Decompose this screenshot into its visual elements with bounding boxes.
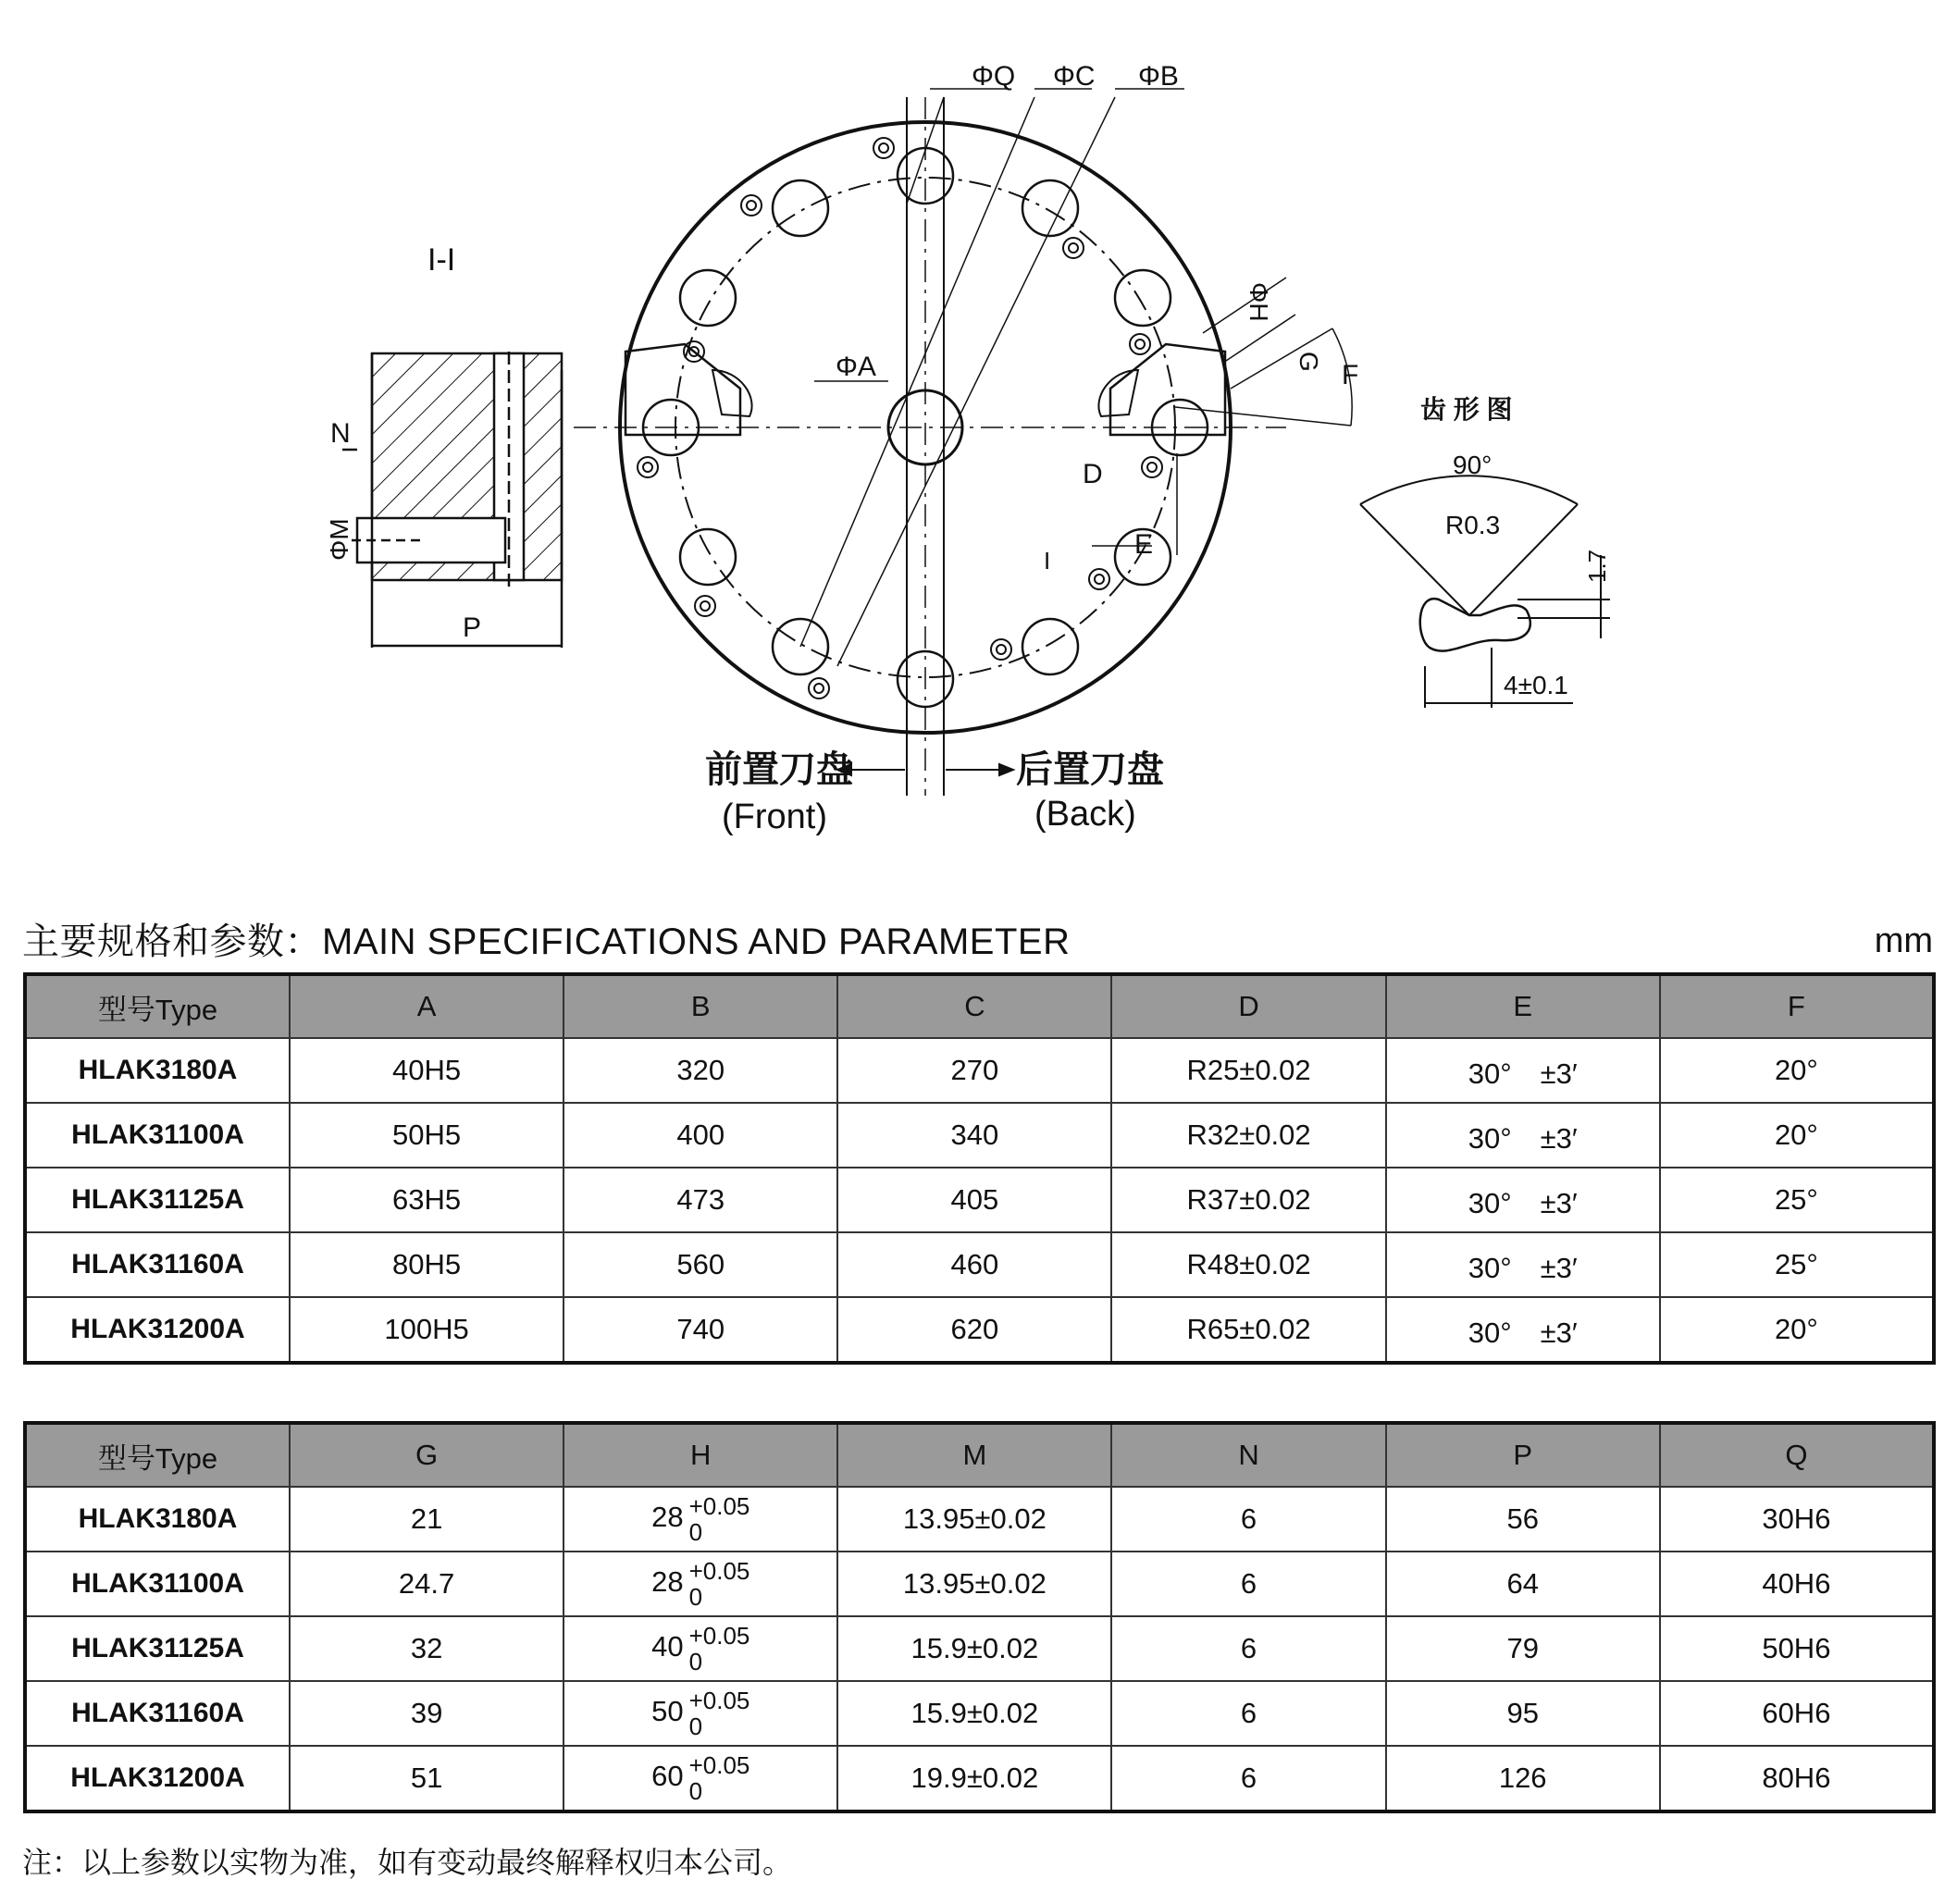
cell-g: 24.7 <box>290 1552 564 1616</box>
h-tolerance <box>689 1493 750 1545</box>
table-row <box>25 1038 1934 1103</box>
cell-q: 30H6 <box>1660 1487 1934 1552</box>
cell-c: 340 <box>837 1103 1111 1168</box>
cell-d: R37±0.02 <box>1111 1168 1385 1232</box>
col-header-n: N <box>1111 1423 1385 1487</box>
h-value: 50 <box>651 1695 684 1728</box>
h-tol-upper: +0.05 <box>688 1622 750 1650</box>
cell-h <box>564 1681 837 1746</box>
col-header-q: Q <box>1660 1423 1934 1487</box>
dim-N: N <box>330 418 351 449</box>
cell-e: 30° ±3′ <box>1386 1168 1660 1232</box>
cell-a: 100H5 <box>290 1297 564 1363</box>
h-tol-lower: 0 <box>688 1648 703 1675</box>
spec-heading: 主要规格和参数：MAIN SPECIFICATIONS AND PARAMETER <box>22 921 1071 962</box>
cell-d: R48±0.02 <box>1111 1232 1385 1297</box>
table-row <box>25 1552 1934 1616</box>
section-view <box>342 352 562 648</box>
spec-table-1 <box>23 972 1936 1365</box>
col-header-h: H <box>564 1423 837 1487</box>
cell-e: 30° ±3′ <box>1386 1232 1660 1297</box>
h-tol-lower: 0 <box>688 1518 703 1546</box>
cell-p: 64 <box>1386 1552 1660 1616</box>
cell-d: R32±0.02 <box>1111 1103 1385 1168</box>
tooth-height: 1.7 <box>1583 549 1611 583</box>
cell-type: HLAK3180A <box>25 1487 290 1552</box>
cell-f: 25° <box>1660 1232 1934 1297</box>
cell-a: 40H5 <box>290 1038 564 1103</box>
dim-phiM: ΦM <box>325 518 353 561</box>
table-row <box>25 1616 1934 1681</box>
cell-q: 60H6 <box>1660 1681 1934 1746</box>
col-header-e: E <box>1386 974 1660 1038</box>
dim-E: E <box>1134 529 1154 560</box>
cell-type: HLAK31100A <box>25 1552 290 1616</box>
h-tol-lower: 0 <box>688 1583 703 1611</box>
cell-e: 30° ±3′ <box>1386 1297 1660 1363</box>
h-tol-upper: +0.05 <box>688 1557 750 1585</box>
cell-p: 79 <box>1386 1616 1660 1681</box>
footnote: 注：以上参数以实物为准，如有变动最终解释权归本公司。 <box>22 1846 793 1879</box>
cell-type: HLAK31160A <box>25 1681 290 1746</box>
dim-P: P <box>463 612 482 643</box>
cell-h <box>564 1616 837 1681</box>
front-label-en: (Front) <box>722 797 827 836</box>
cell-n: 6 <box>1111 1681 1385 1746</box>
table-header-row <box>25 974 1934 1038</box>
col-header-type: 型号Type <box>25 1423 290 1487</box>
cell-n: 6 <box>1111 1616 1385 1681</box>
cell-e: 30° ±3′ <box>1386 1103 1660 1168</box>
back-label-cn: 后置刀盘 <box>1016 749 1164 790</box>
col-header-p: P <box>1386 1423 1660 1487</box>
dim-D: D <box>1083 459 1103 489</box>
cell-h <box>564 1487 837 1552</box>
col-header-f: F <box>1660 974 1934 1038</box>
cell-e: 30° ±3′ <box>1386 1038 1660 1103</box>
col-header-d: D <box>1111 974 1385 1038</box>
h-tol-lower: 0 <box>688 1712 703 1740</box>
h-tolerance <box>689 1558 750 1610</box>
cell-c: 620 <box>837 1297 1111 1363</box>
cell-p: 56 <box>1386 1487 1660 1552</box>
cell-type: HLAK31125A <box>25 1168 290 1232</box>
cell-c: 270 <box>837 1038 1111 1103</box>
table-row <box>25 1168 1934 1232</box>
dim-phiB: ΦB <box>1138 61 1179 92</box>
h-value: 60 <box>651 1760 684 1793</box>
tooth-angle: 90° <box>1453 451 1493 479</box>
cell-g: 39 <box>290 1681 564 1746</box>
col-header-type: 型号Type <box>25 974 290 1038</box>
col-header-g: G <box>290 1423 564 1487</box>
cell-g: 21 <box>290 1487 564 1552</box>
cell-type: HLAK3180A <box>25 1038 290 1103</box>
cell-type: HLAK31100A <box>25 1103 290 1168</box>
cell-n: 6 <box>1111 1746 1385 1811</box>
dim-F: F <box>1342 360 1359 390</box>
turret-disc <box>574 89 1352 796</box>
cell-c: 460 <box>837 1232 1111 1297</box>
dim-G: G <box>1294 352 1323 372</box>
cell-m: 15.9±0.02 <box>837 1616 1111 1681</box>
cell-m: 13.95±0.02 <box>837 1487 1111 1552</box>
cell-m: 15.9±0.02 <box>837 1681 1111 1746</box>
col-header-b: B <box>564 974 837 1038</box>
cell-h <box>564 1746 837 1811</box>
cell-g: 32 <box>290 1616 564 1681</box>
h-value: 28 <box>651 1501 684 1534</box>
table-row <box>25 1681 1934 1746</box>
cell-c: 405 <box>837 1168 1111 1232</box>
cell-f: 20° <box>1660 1038 1934 1103</box>
cell-f: 20° <box>1660 1103 1934 1168</box>
cell-n: 6 <box>1111 1487 1385 1552</box>
h-tol-upper: +0.05 <box>688 1687 750 1714</box>
tooth-profile-title: 齿 形 图 <box>1420 395 1513 424</box>
table-row <box>25 1487 1934 1552</box>
col-header-a: A <box>290 974 564 1038</box>
cell-a: 80H5 <box>290 1232 564 1297</box>
cell-n: 6 <box>1111 1552 1385 1616</box>
cell-b: 320 <box>564 1038 837 1103</box>
dim-phiC: ΦC <box>1053 61 1096 92</box>
cell-m: 19.9±0.02 <box>837 1746 1111 1811</box>
cell-g: 51 <box>290 1746 564 1811</box>
table-row <box>25 1746 1934 1811</box>
cell-m: 13.95±0.02 <box>837 1552 1111 1616</box>
cell-q: 80H6 <box>1660 1746 1934 1811</box>
cell-q: 40H6 <box>1660 1552 1934 1616</box>
cell-d: R25±0.02 <box>1111 1038 1385 1103</box>
back-label-en: (Back) <box>1034 795 1136 834</box>
col-header-m: M <box>837 1423 1111 1487</box>
dim-phiH: ΦH <box>1245 282 1273 322</box>
dim-phiA: ΦA <box>836 352 876 382</box>
h-tol-upper: +0.05 <box>688 1751 750 1779</box>
cell-type: HLAK31160A <box>25 1232 290 1297</box>
h-tolerance <box>689 1688 750 1739</box>
cell-b: 400 <box>564 1103 837 1168</box>
h-value: 28 <box>651 1565 684 1599</box>
tooth-pitch: 4±0.1 <box>1504 671 1568 699</box>
table-row <box>25 1297 1934 1363</box>
section-label: I-I <box>427 242 456 278</box>
table-row <box>25 1103 1934 1168</box>
cell-type: HLAK31200A <box>25 1297 290 1363</box>
cell-p: 126 <box>1386 1746 1660 1811</box>
cell-a: 50H5 <box>290 1103 564 1168</box>
cell-p: 95 <box>1386 1681 1660 1746</box>
technical-drawing <box>0 0 1957 860</box>
h-tolerance <box>689 1623 750 1675</box>
dim-I: I <box>1044 547 1051 575</box>
cell-h <box>564 1552 837 1616</box>
cell-b: 560 <box>564 1232 837 1297</box>
h-tol-lower: 0 <box>688 1777 703 1805</box>
cell-b: 473 <box>564 1168 837 1232</box>
unit-label: mm <box>1874 921 1933 960</box>
cell-a: 63H5 <box>290 1168 564 1232</box>
table-row <box>25 1232 1934 1297</box>
h-tol-upper: +0.05 <box>688 1492 750 1520</box>
front-label-cn: 前置刀盘 <box>705 749 853 790</box>
cell-type: HLAK31200A <box>25 1746 290 1811</box>
h-value: 40 <box>651 1630 684 1663</box>
h-tolerance <box>689 1752 750 1804</box>
cell-q: 50H6 <box>1660 1616 1934 1681</box>
spec-table-2 <box>23 1421 1936 1813</box>
tooth-radius: R0.3 <box>1445 511 1501 539</box>
cell-d: R65±0.02 <box>1111 1297 1385 1363</box>
col-header-c: C <box>837 974 1111 1038</box>
table-header-row <box>25 1423 1934 1487</box>
cell-f: 25° <box>1660 1168 1934 1232</box>
cell-type: HLAK31125A <box>25 1616 290 1681</box>
dim-phiQ: ΦQ <box>972 61 1016 92</box>
cell-b: 740 <box>564 1297 837 1363</box>
cell-f: 20° <box>1660 1297 1934 1363</box>
